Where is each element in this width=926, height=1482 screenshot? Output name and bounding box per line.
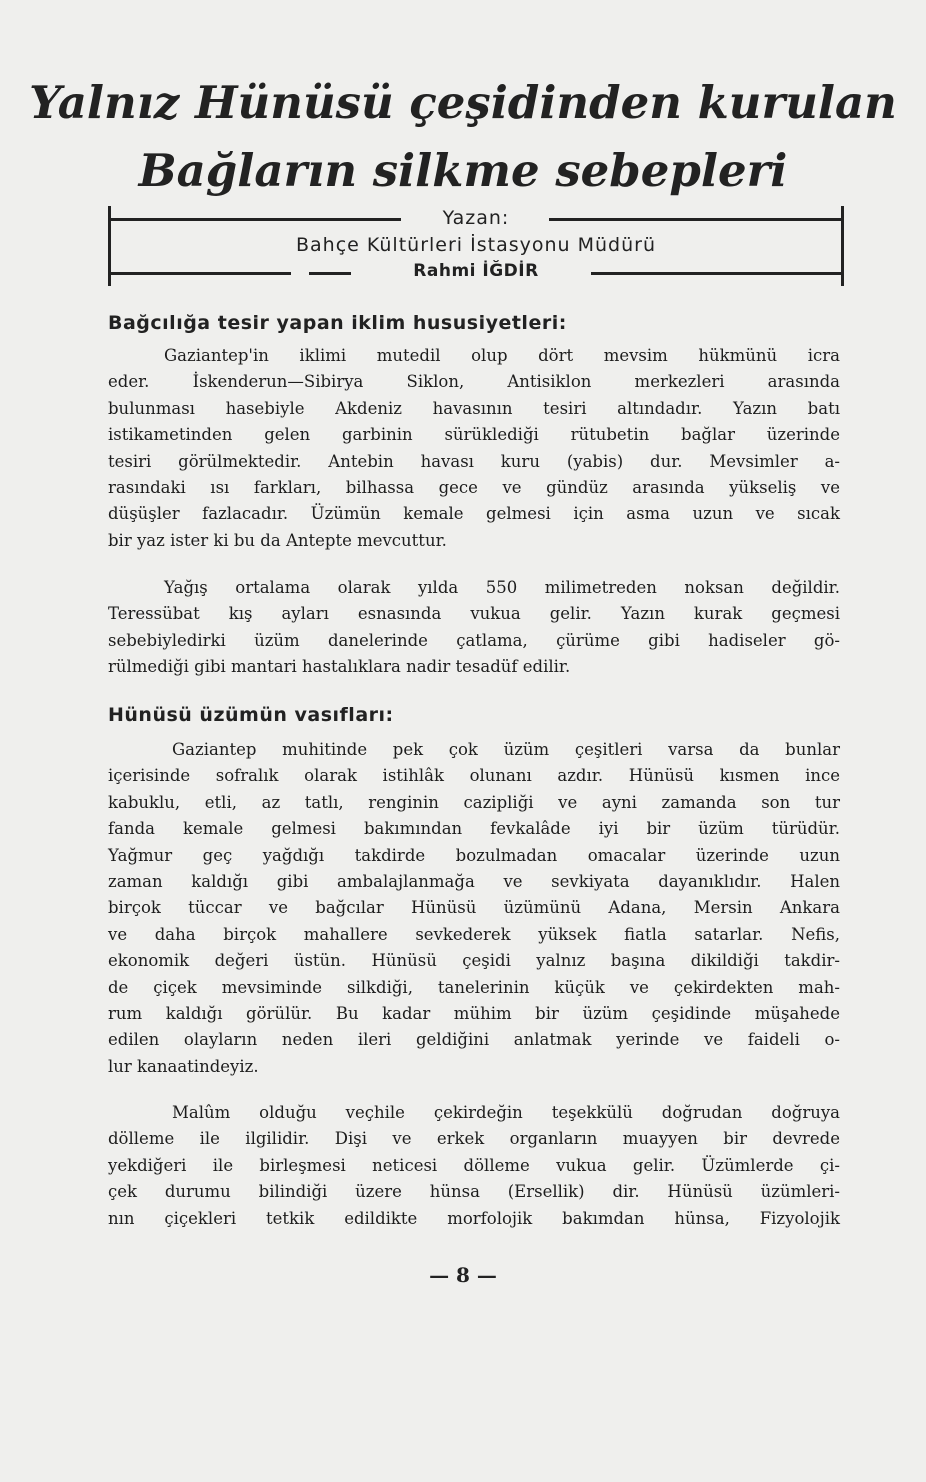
text-line: edilen olayların neden ileri geldiğini anlatmak yerinde ve faideli o- [108,1030,840,1050]
text-line: Gaziantep'in iklimi mutedil olup dört mevsim hükmünü icra [164,346,840,365]
text-line: bulunması hasebiyle Akdeniz havasının tesiri altındadır. Yazın batı [108,398,840,418]
text-line: de çiçek mevsiminde silkdiği, tanelerinin küçük ve çekirdekten mah- [108,977,840,997]
paragraph-rainfall [108,575,840,681]
section-heading-climate: Bağcılığa tesir yapan iklim hususiyetleri: [108,312,567,334]
text-line: istikametinden gelen garbinin sürüklediği rütubetin bağlar üzerinde [108,425,840,445]
text-line: içerisinde sofralık olarak istihlâk olunanı azdır. Hünüsü kısmen ince [108,766,840,786]
text-line: Yağmur geç yağdığı takdirde bozulmadan omacalar üzerinde uzun [108,845,840,865]
text-line: ekonomik değeri üstün. Hünüsü çeşidi yalnız başına dikildiği takdir- [108,951,840,971]
text-line: sebebiyledirki üzüm danelerinde çatlama, çürüme gibi hadiseler gö- [108,630,840,650]
text-line: yekdiğeri ile birleşmesi neticesi dölleme vukua gelir. Üzümlerde çi- [108,1155,840,1175]
paragraph-qualities [108,737,840,1080]
byline-position: Bahçe Kültürleri İstasyonu Müdürü [295,234,656,256]
text-line: rum kaldığı görülür. Bu kadar mühim bir üzüm çeşidinde müşahede [108,1004,840,1024]
article-title-line-2: Bağların silkme sebepleri [138,144,788,197]
text-line: Teressübat kış ayları esnasında vukua gelir. Yazın kurak geçmesi [108,604,840,624]
text-line: düşüşler fazlacadır. Üzümün kemale gelmesi için asma uzun ve sıcak [108,504,840,524]
paragraph-climate [108,343,840,554]
text-line: rasındaki ısı farkları, bilhassa gece ve gündüz arasında yükseliş ve [108,478,840,498]
text-line: dölleme ile ilgilidir. Dişi ve erkek organların muayyen bir devrede [108,1129,840,1149]
text-line: Malûm olduğu veçhile çekirdeğin teşekkülü doğrudan doğruya [172,1103,840,1122]
text-line: ve daha birçok mahallere sevkederek yüksek fiatla satarlar. Nefis, [108,924,840,944]
text-line: tesiri görülmektedir. Antebin havası kuru (yabis) dur. Mevsimler a- [108,451,840,471]
text-line: fanda kemale gelmesi bakımından fevkalâde iyi bir üzüm türüdür. [108,819,840,839]
text-line: bir yaz ister ki bu da Antepte mevcuttur. [108,530,447,550]
text-line: kabuklu, etli, az tatlı, renginin cazipliği ve ayni zamanda son tur [108,792,840,812]
article-title-line-1: Yalnız Hünüsü çeşidinden kurulan [29,76,897,129]
text-line: nın çiçekleri tetkik edildikte morfolojik bakımdan hünsa, Fizyolojik [108,1208,840,1228]
text-line: Yağış ortalama olarak yılda 550 milimetreden noksan değildir. [164,578,840,597]
text-line: rülmediği gibi mantari hastalıklara nadir tesadüf edilir. [108,657,571,677]
author-name: Rahmi İĞDİR [413,261,539,281]
text-line: eder. İskenderun—Sibirya Siklon, Antisiklon merkezleri arasında [108,372,840,392]
page-number: — 8 — [429,1263,497,1287]
section-heading-qualities: Hünüsü üzümün vasıfları: [108,704,394,726]
text-line: zaman kaldığı gibi ambalajlanmağa ve sevkiyata dayanıklıdır. Halen [108,872,840,892]
byline-frame [108,206,844,286]
text-line: çek durumu bilindiği üzere hünsa (Ersellik) dir. Hünüsü üzümleri- [108,1182,840,1202]
byline-label: Yazan: [442,207,510,229]
text-line: birçok tüccar ve bağcılar Hünüsü üzümünü Adana, Mersin Ankara [108,898,840,918]
text-line: lur kanaatindeyiz. [108,1056,259,1076]
text-line: Gaziantep muhitinde pek çok üzüm çeşitleri varsa da bunlar [172,740,840,759]
paragraph-pollination [108,1100,840,1232]
